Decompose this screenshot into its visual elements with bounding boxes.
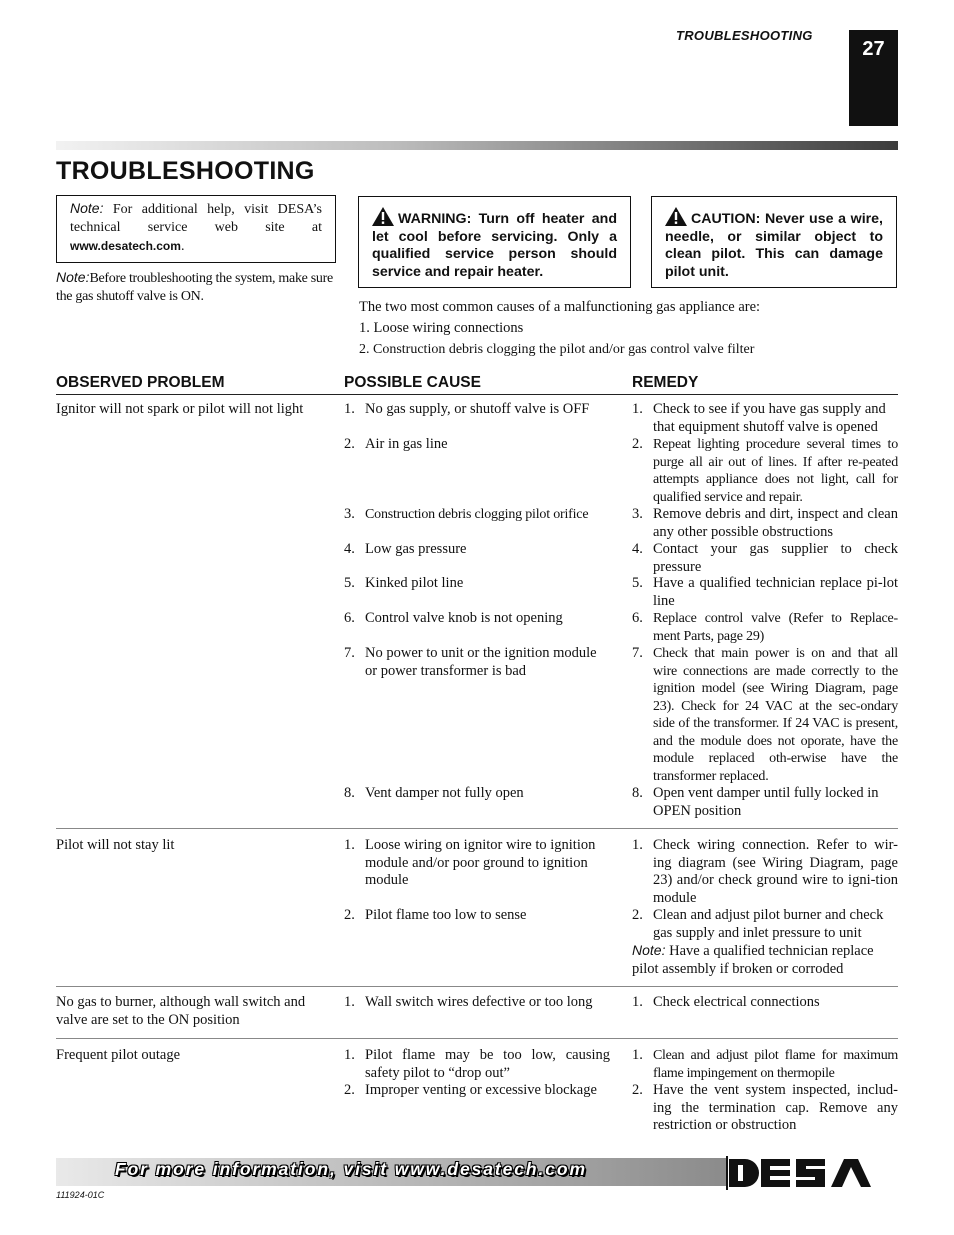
warning-triangle-icon [665, 207, 687, 226]
page-number-tab [849, 30, 898, 126]
cause-item: 1. No gas supply, or shutoff valve is OFF [344, 401, 590, 417]
intro-item: 2. Construction debris clogging the pilot and/or gas control valve filter [359, 342, 755, 357]
remedy-item: 6. Replace control valve (Refer to Replace-ment Parts, page 29) [632, 610, 898, 644]
cause-item: 7. No power to unit or the ignition module or power transformer is bad [344, 645, 597, 679]
remedy-item: 5. Have a qualified technician replace pi-lot line [632, 575, 898, 609]
part-number: 111924-01C [56, 1190, 105, 1200]
remedy-item: 3. Remove debris and dirt, inspect and clean any other possible obstructions [632, 506, 898, 540]
cause-item: 1. Pilot flame may be too low, causing safety pilot to “drop out” [344, 1047, 610, 1081]
cause-item: 2. Improper venting or excessive blockage [344, 1082, 597, 1098]
column-header-cause: POSSIBLE CAUSE [344, 374, 481, 391]
remedy-item: 1. Check to see if you have gas supply and that equipment shutoff valve is opened [632, 401, 886, 435]
remedy-item: 8. Open vent damper until fully locked in OPEN position [632, 785, 879, 819]
warning-text: WARNING: Turn off heater and let cool before servicing. Only a qualified service person should service and repair heater. [372, 211, 617, 280]
column-header-problem: OBSERVED PROBLEM [56, 374, 225, 391]
problem-cell: Frequent pilot outage [56, 1047, 181, 1063]
remedy-item: 7. Check that main power is on and that all wire connections are made correctly to the ignition model (see Wiring Diagram, page 23). Check for 24 VAC at the sec-ondary side of the transformer. If 24 VAC is present, and the module does not oporate, have the module replaced oth-erwise have the transformer replaced. [632, 645, 898, 784]
intro-paragraph [359, 297, 760, 360]
help-note-box [56, 195, 336, 263]
cause-item: 8. Vent damper not fully open [344, 785, 524, 801]
header-divider [56, 394, 898, 395]
problem-cell: Ignitor will not spark or pilot will not light [56, 401, 304, 417]
remedy-item: 1. Clean and adjust pilot flame for maximum flame impingement on thermopile [632, 1047, 898, 1081]
page-number: 27 [862, 38, 885, 60]
note-text: Have a qualified technician replace pilot assembly if broken or corroded [632, 943, 874, 977]
header-rule [56, 141, 898, 150]
cause-item: 2. Air in gas line [344, 436, 448, 452]
column-header-remedy: REMEDY [632, 374, 699, 391]
row-divider [56, 828, 898, 829]
intro-lead: The two most common causes of a malfunctioning gas appliance are: [359, 299, 761, 315]
cause-item: 3. Construction debris clogging pilot orifice [344, 506, 589, 522]
page-title: TROUBLESHOOTING [56, 157, 315, 185]
remedy-item: 1. Check electrical connections [632, 994, 820, 1010]
problem-cell: Pilot will not stay lit [56, 837, 175, 853]
problem-cell: No gas to burner, although wall switch and valve are set to the ON position [56, 994, 306, 1028]
remedy-note [632, 942, 898, 978]
note-label: Note: [632, 942, 666, 958]
remedy-item: 4. Contact your gas supplier to check pressure [632, 541, 898, 575]
running-header: TROUBLESHOOTING [676, 28, 813, 43]
note-text: For additional help, visit DESA’s technical service web site at [70, 202, 322, 235]
shutoff-note [56, 268, 338, 306]
desa-logo [726, 1156, 898, 1190]
cause-item: 2. Pilot flame too low to sense [344, 907, 527, 923]
warning-box [358, 196, 631, 288]
cause-item: 4. Low gas pressure [344, 541, 467, 557]
cause-item: 1. Loose wiring on ignitor wire to ignition module and/or poor ground to ignition module [344, 837, 596, 888]
row-divider [56, 1038, 898, 1039]
note-label: Note: [56, 269, 90, 285]
note-label: Note: [70, 200, 104, 216]
note-end: . [180, 239, 185, 254]
intro-item: 1. Loose wiring connections [359, 320, 524, 336]
footer-website-text[interactable]: For more information, visit www.desatech.com [115, 1159, 587, 1179]
warning-triangle-icon [372, 207, 394, 226]
remedy-item: 1. Check wiring connection. Refer to wir-ing diagram (see Wiring Diagram, page 23) and/or check ground wire to igni-tion module [632, 837, 898, 906]
cause-item: 6. Control valve knob is not opening [344, 610, 563, 626]
caution-text: CAUTION: Never use a wire, needle, or similar object to clean pilot. This can damage pilot unit. [665, 211, 883, 280]
remedy-item: 2. Repeat lighting procedure several times to purge all air out of lines. If after re-peated attempts appliance does not light, call for qualified service and repair. [632, 436, 898, 505]
row-divider [56, 986, 898, 987]
caution-box [651, 196, 897, 288]
note-text: Before troubleshooting the system, make sure the gas shutoff valve is ON. [56, 271, 333, 304]
remedy-item: 2. Clean and adjust pilot burner and check gas supply and inlet pressure to unit [632, 907, 884, 941]
cause-item: 1. Wall switch wires defective or too long [344, 994, 593, 1010]
cause-item: 5. Kinked pilot line [344, 575, 464, 591]
remedy-item: 2. Have the vent system inspected, includ-ing the termination cap. Remove any restriction or obstruction [632, 1082, 898, 1133]
website-link[interactable]: www.desatech.com [70, 239, 181, 253]
